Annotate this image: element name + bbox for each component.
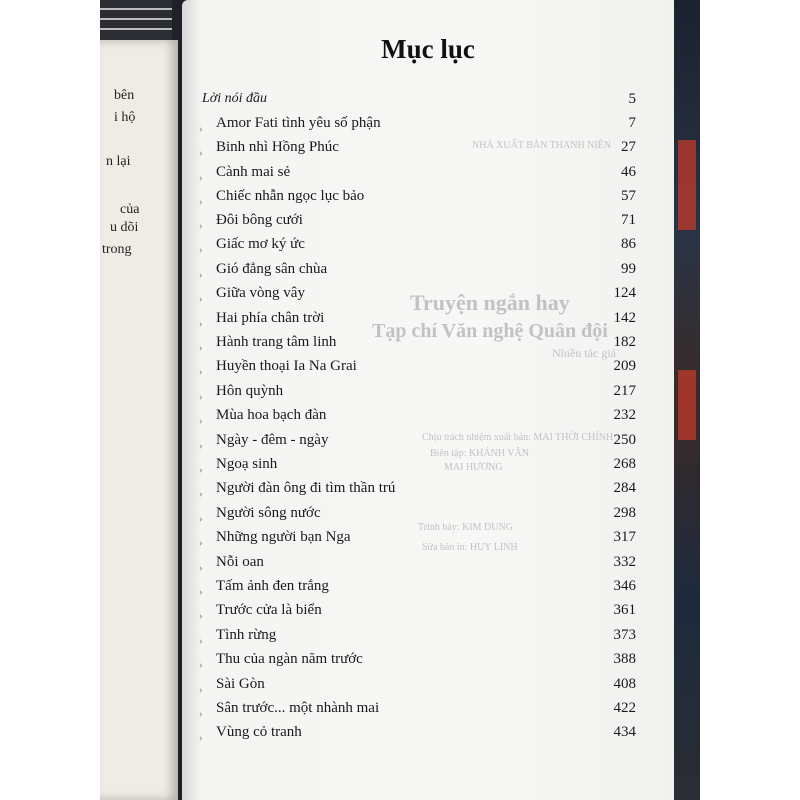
toc-entry-page: 142 (613, 310, 636, 326)
left-page-fragment: u dõi (110, 220, 139, 235)
toc-entry-title: Ngoạ sinh (216, 456, 278, 472)
toc-entry (199, 407, 636, 429)
chevron-right-icon: › (199, 244, 203, 256)
chevron-right-icon: › (199, 610, 203, 622)
toc-entry (199, 480, 636, 502)
toc-entry-page: 361 (613, 602, 636, 618)
stacked-book (100, 0, 172, 44)
red-stripe (678, 370, 696, 440)
toc-entry-title: Vùng cỏ tranh (216, 724, 302, 740)
toc-entry (199, 724, 636, 746)
chevron-right-icon: › (199, 172, 203, 184)
toc-entry (199, 554, 636, 576)
chevron-right-icon: › (199, 562, 203, 574)
toc-entry (202, 91, 636, 113)
toc-entry-page: 86 (621, 236, 636, 252)
toc-entry-title: Sài Gòn (216, 676, 265, 692)
background-right-edge (672, 0, 700, 800)
toc-entry (199, 310, 636, 332)
toc-entry-title: Tình rừng (216, 627, 277, 643)
toc-entry-page: 346 (613, 578, 636, 594)
toc-entry-title: Lời nói đầu (202, 91, 268, 106)
chevron-right-icon: › (199, 635, 203, 647)
chevron-right-icon: › (199, 586, 203, 598)
toc-entry-page: 46 (621, 164, 636, 180)
toc-entry-title: Hành trang tâm linh (216, 334, 337, 350)
toc-entry-title: Mùa hoa bạch đàn (216, 407, 327, 423)
show-through-credit: Chịu trách nhiệm xuất bản: MAI THỜI CHÍNH (422, 432, 614, 443)
show-through-credit: MAI HƯƠNG (444, 462, 503, 473)
chevron-right-icon: › (199, 366, 203, 378)
book-edge (100, 18, 172, 20)
toc-entry-page: 124 (613, 285, 636, 301)
toc-entry-title: Sân trước... một nhành mai (216, 700, 380, 716)
toc-entry-page: 71 (621, 212, 636, 228)
page-title: Mục lục (381, 34, 475, 64)
chevron-right-icon: › (199, 391, 203, 403)
book-edge (100, 28, 172, 30)
toc-entry (199, 115, 636, 137)
left-page-fragment: bên (114, 88, 135, 103)
toc-entry-page: 209 (613, 358, 636, 374)
toc-entry-page: 182 (613, 334, 636, 350)
toc-entry (199, 334, 636, 356)
chevron-right-icon: › (199, 318, 203, 330)
book-edge (100, 8, 172, 10)
show-through-credit: Trình bày: KIM DUNG (418, 522, 513, 533)
toc-entry (199, 505, 636, 527)
left-page-fragment: của (120, 202, 140, 217)
toc-entry (199, 456, 636, 478)
red-stripe (678, 140, 696, 230)
toc-entry (199, 578, 636, 600)
toc-entry-title: Đôi bông cưới (216, 212, 303, 228)
show-through-publisher: NHÀ XUẤT BẢN THANH NIÊN (472, 140, 612, 151)
toc-entry-page: 232 (613, 407, 636, 423)
toc-entry-page: 408 (613, 676, 636, 692)
chevron-right-icon: › (199, 464, 203, 476)
chevron-right-icon: › (199, 220, 203, 232)
toc-entry (199, 358, 636, 380)
toc-entry-page: 57 (621, 188, 636, 204)
chevron-right-icon: › (199, 708, 203, 720)
show-through-heading: Tạp chí Văn nghệ Quân đội (372, 320, 608, 342)
toc-entry-title: Ngày - đêm - ngày (216, 432, 329, 448)
toc-entry-page: 388 (613, 651, 636, 667)
toc-entry-title: Huyền thoại Ia Na Grai (216, 358, 357, 374)
toc-entry (199, 602, 636, 624)
toc-entry-title: Những người bạn Nga (216, 529, 351, 545)
toc-entry-page: 298 (613, 505, 636, 521)
toc-entry-title: Trước cửa là biển (216, 602, 322, 618)
chevron-right-icon: › (199, 293, 203, 305)
toc-entry-page: 7 (628, 115, 636, 131)
chevron-right-icon: › (199, 684, 203, 696)
toc-entry-title: Thu của ngàn năm trước (216, 651, 363, 667)
chevron-right-icon: › (199, 659, 203, 671)
toc-entry (199, 261, 636, 283)
toc-entry-title: Nỗi oan (216, 554, 264, 570)
toc-entry-title: Amor Fati tình yêu số phận (216, 115, 381, 131)
chevron-right-icon: › (199, 147, 203, 159)
toc-entry-title: Binh nhì Hồng Phúc (216, 139, 339, 155)
chevron-right-icon: › (199, 488, 203, 500)
toc-entry-page: 332 (613, 554, 636, 570)
left-page (100, 40, 178, 800)
toc-entry-title: Cành mai sẻ (216, 164, 291, 180)
show-through-credit: Sửa bản in: HUY LINH (422, 542, 518, 553)
chevron-right-icon: › (199, 732, 203, 744)
toc-entry-page: 99 (621, 261, 636, 277)
toc-entry-title: Tấm ảnh đen trắng (216, 578, 329, 594)
toc-entry-page: 217 (613, 383, 636, 399)
toc-entry-title: Hôn quỳnh (216, 383, 284, 399)
toc-entry (199, 529, 636, 551)
chevron-right-icon: › (199, 123, 203, 135)
toc-entry-title: Người đàn ông đi tìm thần trú (216, 480, 396, 496)
toc-entry (199, 651, 636, 673)
toc-entry (199, 383, 636, 405)
toc-entry (199, 627, 636, 649)
toc-entry (199, 188, 636, 210)
toc-entry (199, 285, 636, 307)
toc-entry (199, 432, 636, 454)
show-through-subheading: Nhiều tác giả (552, 346, 616, 360)
show-through-heading: Truyện ngắn hay (410, 290, 570, 315)
toc-entry-title: Giữa vòng vây (216, 285, 305, 301)
toc-entry-page: 317 (613, 529, 636, 545)
toc-entry-page: 422 (613, 700, 636, 716)
chevron-right-icon: › (199, 269, 203, 281)
chevron-right-icon: › (199, 415, 203, 427)
toc-entry-page: 268 (613, 456, 636, 472)
toc-entry (199, 676, 636, 698)
chevron-right-icon: › (199, 196, 203, 208)
left-page-fragment: i hộ (114, 110, 136, 125)
toc-entry-title: Chiếc nhẫn ngọc lục bảo (216, 188, 365, 204)
toc-entry-page: 27 (621, 139, 636, 155)
toc-entry-page: 284 (613, 480, 636, 496)
left-page-fragment: trong (102, 242, 132, 257)
toc-entry-title: Gió đẳng sân chùa (216, 261, 328, 277)
left-page-fragment: n lại (106, 154, 131, 169)
chevron-right-icon: › (199, 342, 203, 354)
chevron-right-icon: › (199, 537, 203, 549)
toc-entry-page: 5 (628, 91, 636, 107)
toc-entry-page: 250 (613, 432, 636, 448)
toc-entry-title: Giấc mơ ký ức (216, 236, 305, 252)
toc-entry (199, 236, 636, 258)
toc-entry-title: Hai phía chân trời (216, 310, 325, 326)
toc-entry (199, 139, 636, 161)
toc-entry-title: Người sông nước (216, 505, 321, 521)
toc-entry-page: 434 (613, 724, 636, 740)
chevron-right-icon: › (199, 513, 203, 525)
toc-entry-page: 373 (613, 627, 636, 643)
toc-entry (199, 212, 636, 234)
chevron-right-icon: › (199, 440, 203, 452)
toc-entry (199, 164, 636, 186)
show-through-credit: Biên tập: KHÁNH VÂN (430, 448, 529, 459)
toc-entry (199, 700, 636, 722)
